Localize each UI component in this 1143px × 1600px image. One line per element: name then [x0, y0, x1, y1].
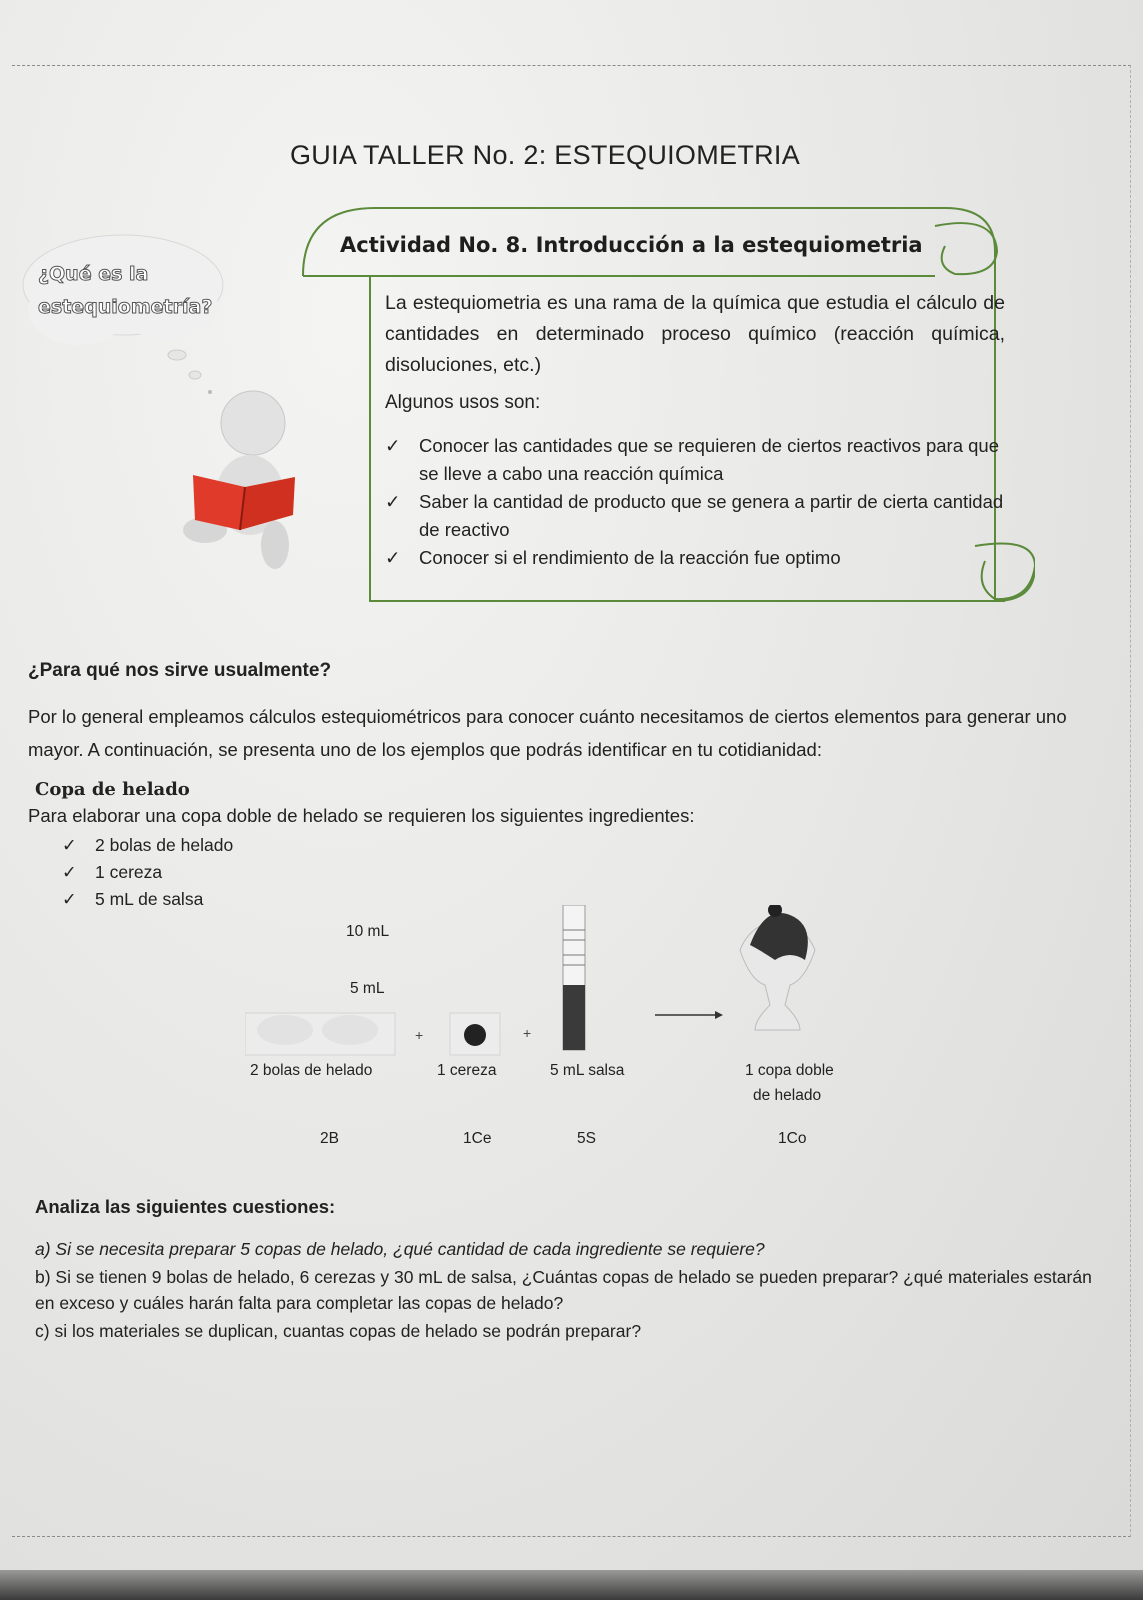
- cherry-icon: [464, 1024, 486, 1046]
- page-title: GUIA TALLER No. 2: ESTEQUIOMETRIA: [290, 140, 801, 170]
- use-text: Conocer las cantidades que se requieren de ciertos reactivos para que se lleve a cabo una reacción química: [419, 435, 1000, 484]
- checkmark-icon: ✓: [385, 491, 401, 512]
- uses-list: [385, 432, 1005, 572]
- symbol-s: 5S: [577, 1130, 596, 1147]
- thought-line-2: estequiometría?: [38, 296, 213, 318]
- activity-title: Actividad No. 8. Introducción a la estequiometria: [340, 233, 923, 257]
- ingredients-list: [62, 832, 233, 913]
- ingredient-text: 5 mL de salsa: [95, 889, 204, 909]
- label-scoops: 2 bolas de helado: [250, 1062, 373, 1079]
- label-cup: 1 copa doble: [745, 1062, 834, 1079]
- label-cherry: 1 cereza: [437, 1062, 497, 1079]
- questions-heading: Analiza las siguientes cuestiones:: [35, 1196, 336, 1217]
- label-cup-2: de helado: [753, 1087, 822, 1104]
- symbol-ce: 1Ce: [463, 1130, 492, 1147]
- activity-intro: La estequiometria es una rama de la química que estudia el cálculo de cantidades en determinado proceso químico (reacción química, disoluciones, etc.): [385, 292, 1005, 376]
- uses-label: Algunos usos son:: [385, 392, 541, 413]
- question-c: c) si los materiales se duplican, cuantas copas de helado se podrán preparar?: [35, 1321, 642, 1341]
- question-b: b) Si se tienen 9 bolas de helado, 6 cerezas y 30 mL de salsa, ¿Cuántas copas de helado se pueden preparar? ¿qué materiales estarán en exceso y cuáles harán falta para completar las copas de helado?: [35, 1267, 1092, 1313]
- list-item: [385, 488, 1005, 544]
- section-paragraph: Por lo general empleamos cálculos estequiométricos para conocer cuánto necesitamos de ciertos elementos para generar uno mayor. A continuación, se presenta uno de los ejemplos que podrás identificar en tu cotidianidad:: [28, 706, 1067, 760]
- checkmark-icon: ✓: [62, 889, 77, 909]
- ice-cream-diagram: [245, 905, 865, 1065]
- cylinder-mark-5: 5 mL: [350, 980, 385, 997]
- thought-text: [38, 258, 238, 324]
- symbol-b: 2B: [320, 1130, 339, 1147]
- example-title: Copa de helado: [35, 779, 190, 800]
- section-question: ¿Para qué nos sirve usualmente?: [28, 660, 332, 681]
- thought-line-1: ¿Qué es la: [38, 263, 149, 285]
- checkmark-icon: ✓: [385, 435, 401, 456]
- svg-text:+: +: [523, 1025, 532, 1041]
- sundae-icon: [740, 905, 815, 1030]
- list-item: [62, 886, 233, 913]
- ingredient-text: 1 cereza: [95, 862, 163, 882]
- example-intro: Para elaborar una copa doble de helado se requieren los siguientes ingredientes:: [28, 805, 695, 826]
- symbol-co: 1Co: [778, 1130, 807, 1147]
- list-item: [62, 832, 233, 859]
- checkmark-icon: ✓: [385, 547, 401, 568]
- question-a: a) Si se necesita preparar 5 copas de helado, ¿qué cantidad de cada ingrediente se requiere?: [35, 1239, 765, 1259]
- cylinder-mark-10: 10 mL: [346, 923, 390, 940]
- ingredient-text: 2 bolas de helado: [95, 835, 234, 855]
- svg-text:+: +: [415, 1027, 424, 1043]
- checkmark-icon: ✓: [62, 835, 77, 855]
- use-text: Conocer si el rendimiento de la reacción fue optimo: [419, 547, 841, 568]
- questions-list: [35, 1236, 1115, 1346]
- use-text: Saber la cantidad de producto que se genera a partir de cierta cantidad de reactivo: [419, 491, 1004, 540]
- list-item: [385, 432, 1005, 488]
- list-item: [62, 859, 233, 886]
- label-sauce: 5 mL salsa: [550, 1062, 625, 1079]
- photo-edge: [0, 1570, 1143, 1600]
- list-item: [385, 544, 1005, 572]
- checkmark-icon: ✓: [62, 862, 77, 882]
